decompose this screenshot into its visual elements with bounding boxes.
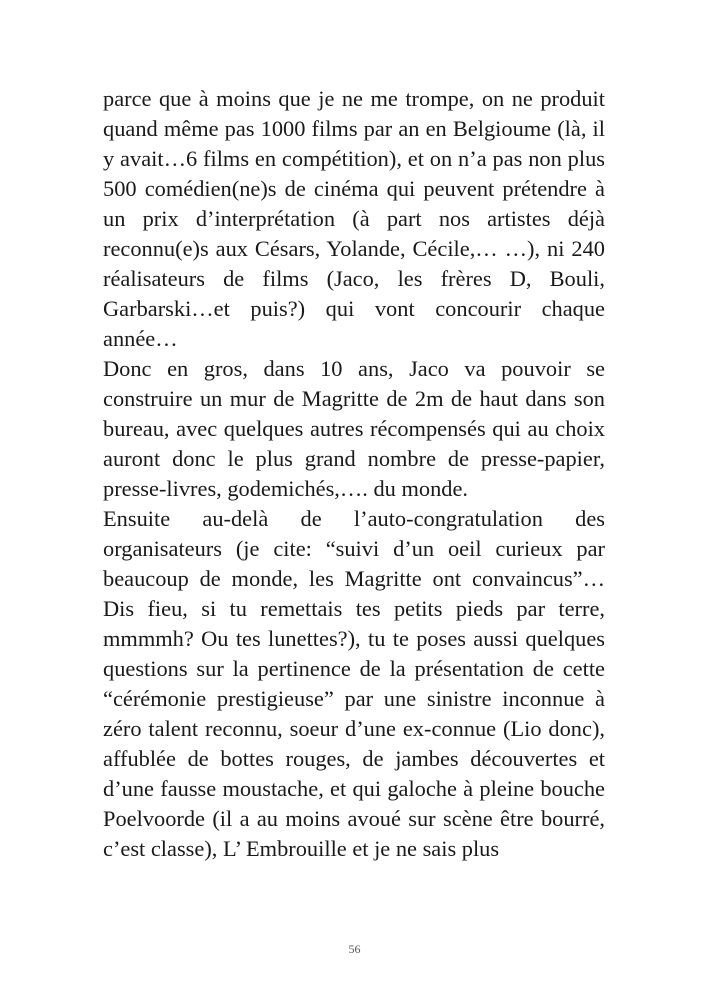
- paragraph-2: Donc en gros, dans 10 ans, Jaco va pouvoir se construire un mur de Magritte de 2m de haut dans son bureau, avec quelques autres récompensés qui au choix auront donc le plus grand nombre de presse-papier, presse-livres, godemichés,…. du monde.: [103, 356, 605, 501]
- page-number: 56: [348, 942, 361, 956]
- body-text: [103, 84, 605, 864]
- paragraph-1: parce que à moins que je ne me trompe, on ne produit quand même pas 1000 films par an en Belgioume (là, il y avait…6 films en compétition), et on n’a pas non plus 500 comédien(ne)s de cinéma qui peuvent prétendre à un prix d’interprétation (à part nos artistes déjà reconnu(e)s aux Césars, Yolande, Cécile,… …), ni 240 réalisateurs de films (Jaco, les frères D, Bouli, Garbarski…et puis?) qui vont concourir chaque année…: [103, 86, 605, 351]
- paragraph-3: Ensuite au-delà de l’auto-congratulation des organisateurs (je cite: “suivi d’un oeil curieux par beaucoup de monde, les Magritte ont convaincus”… Dis fieu, si tu remettais tes petits pieds par terre, mmmmh? Ou tes lunettes?), tu te poses aussi quelques questions sur la pertinence de la présentation de cette “cérémonie prestigieuse” par une sinistre inconnue à zéro talent reconnu, soeur d’une ex-connue (Lio donc), affublée de bottes rouges, de jambes découvertes et d’une fausse moustache, et qui galoche à pleine bouche Poelvoorde (il a au moins avoué sur scène être bourré, c’est classe), L’ Embrouille et je ne sais plus: [103, 506, 605, 861]
